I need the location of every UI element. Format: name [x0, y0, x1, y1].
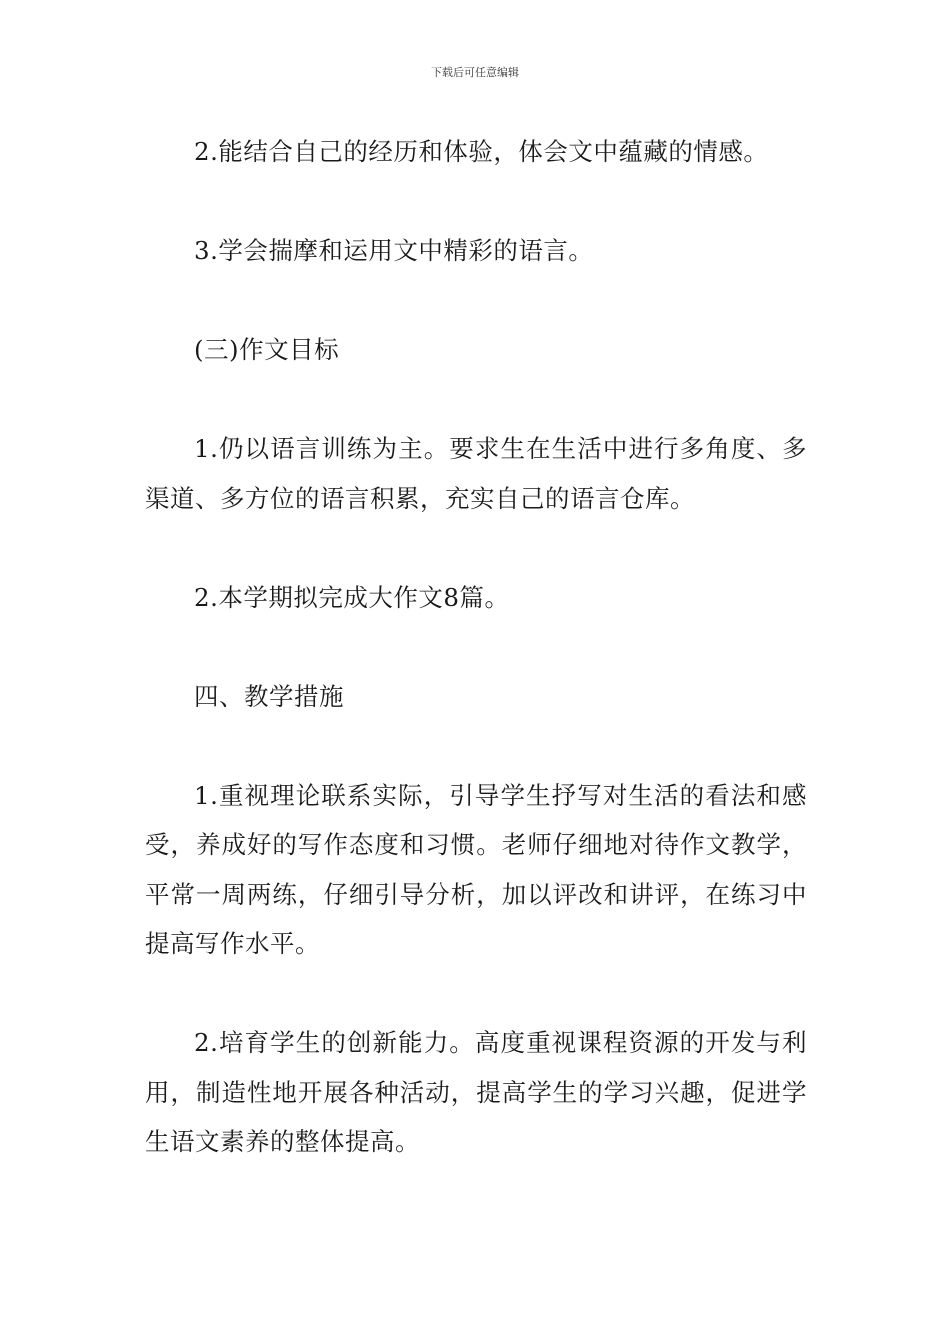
- section-heading-writing-goals: (三)作文目标: [194, 335, 340, 364]
- paragraph-spacer: [145, 276, 807, 326]
- paragraph-spacer: [145, 721, 807, 771]
- paragraph-measure-2: 2.培育学生的创新能力。高度重视课程资源的开发与利用，制造性地开展各种活动，提高学生的学习兴趣，促进学生语文素养的整体提高。: [145, 1028, 807, 1156]
- section-heading-teaching-measures: 四、教学措施: [194, 681, 344, 711]
- document-body: [145, 127, 807, 1167]
- paragraph-writing-goal-1: 1.仍以语言训练为主。要求生在生活中进行多角度、多渠道、多方位的语言积累，充实自己的语言仓库。: [145, 434, 807, 513]
- paragraph-spacer: [145, 622, 807, 672]
- paragraph-spacer: [145, 969, 807, 1019]
- paragraph-spacer: [145, 375, 807, 425]
- paragraph-writing-goal-2: 2.本学期拟完成大作文8篇。: [194, 582, 510, 612]
- paragraph-measure-1: 1.重视理论联系实际，引导学生抒写对生活的看法和感受，养成好的写作态度和习惯。老师仔细地对待作文教学，平常一周两练，仔细引导分析，加以评改和讲评，在练习中提高写作水平。: [145, 780, 807, 958]
- page-header: 下载后可任意编辑: [431, 66, 519, 79]
- paragraph-reading-goal-2: 2.能结合自己的经历和体验，体会文中蕴藏的情感。: [194, 137, 769, 166]
- paragraph-reading-goal-3: 3.学会揣摩和运用文中精彩的语言。: [194, 236, 594, 265]
- paragraph-spacer: [145, 523, 807, 573]
- paragraph-spacer: [145, 177, 807, 227]
